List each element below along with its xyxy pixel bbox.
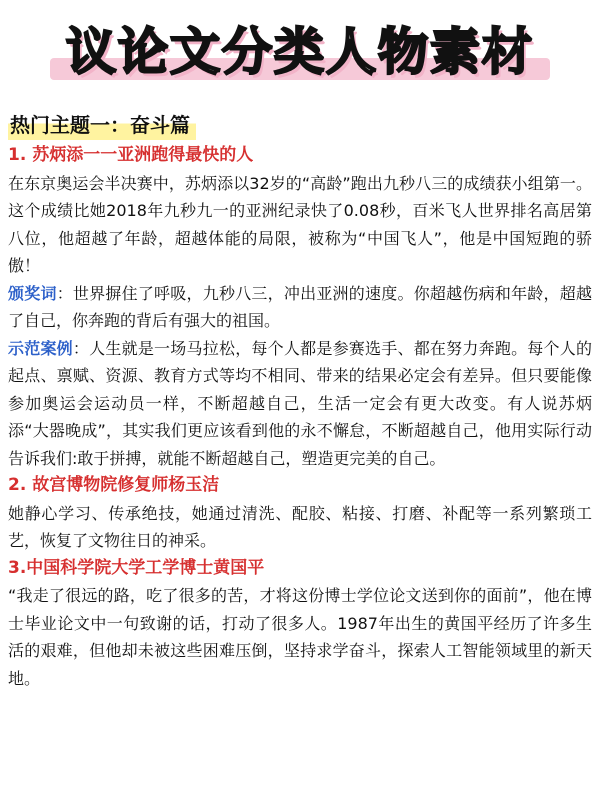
section-1 <box>8 142 592 472</box>
content <box>8 110 592 692</box>
page-title: 议论文分类人物素材 <box>66 23 534 81</box>
section-heading: 1. 苏炳添一一亚洲跑得最快的人 <box>8 145 254 165</box>
section-2 <box>8 472 592 555</box>
award-text: ：世界摒住了呼吸，九秒八三，冲出亚洲的速度。你超越伤病和年龄，超越了自己，你奔跑的背后有强大的祖国。 <box>8 283 592 330</box>
section-heading: 2. 故宫博物院修复师杨玉洁 <box>8 475 220 495</box>
section-body: “我走了很远的路，吃了很多的苦，才将这份博士学位论文送到你的面前”，他在博士毕业论文中一句致谢的话，打动了很多人。1987年出生的黄国平经历了许多生活的艰难，但他却未被这些困难压倒，坚持求学奋斗，探索人工智能领域里的新天地。 <box>8 586 592 688</box>
award-label: 颁奖词 <box>8 283 57 303</box>
section-3 <box>8 555 592 693</box>
title-area <box>0 0 600 96</box>
section-body: 她静心学习、传承绝技，她通过清洗、配胶、粘接、打磨、补配等一系列繁琐工艺，恢复了文物往日的神采。 <box>8 503 592 550</box>
topic-heading: 热门主题一：奋斗篇 <box>8 110 196 140</box>
section-body: 在东京奥运会半决赛中，苏炳添以32岁的“高龄”跑出九秒八三的成绩获小组第一。这个成绩比她2018年九秒九一的亚洲纪录快了0.08秒，百米飞人世界排名高居第八位，他超越了年龄，超越体能的局限，被称为“中国飞人”，他是中国短跑的骄傲！ <box>8 173 592 275</box>
example-label: 示范案例 <box>8 338 73 358</box>
example-text: ：人生就是一场马拉松，每个人都是参赛选手、都在努力奔跑。每个人的起点、禀赋、资源、教育方式等均不相同、带来的结果必定会有差异。但只要能像参加奥运会运动员一样，不断超越自己，生活一定会有更大改变。有人说苏炳添“大器晚成”，其实我们更应该看到他的永不懈怠，不断超越自己，他用实际行动告诉我们:敢于拼搏，就能不断超越自己，塑造更完美的自己。 <box>8 338 592 468</box>
award-paragraph <box>8 280 592 335</box>
example-paragraph <box>8 335 592 473</box>
section-heading: 3.中国科学院大学工学博士黄国平 <box>8 557 265 578</box>
